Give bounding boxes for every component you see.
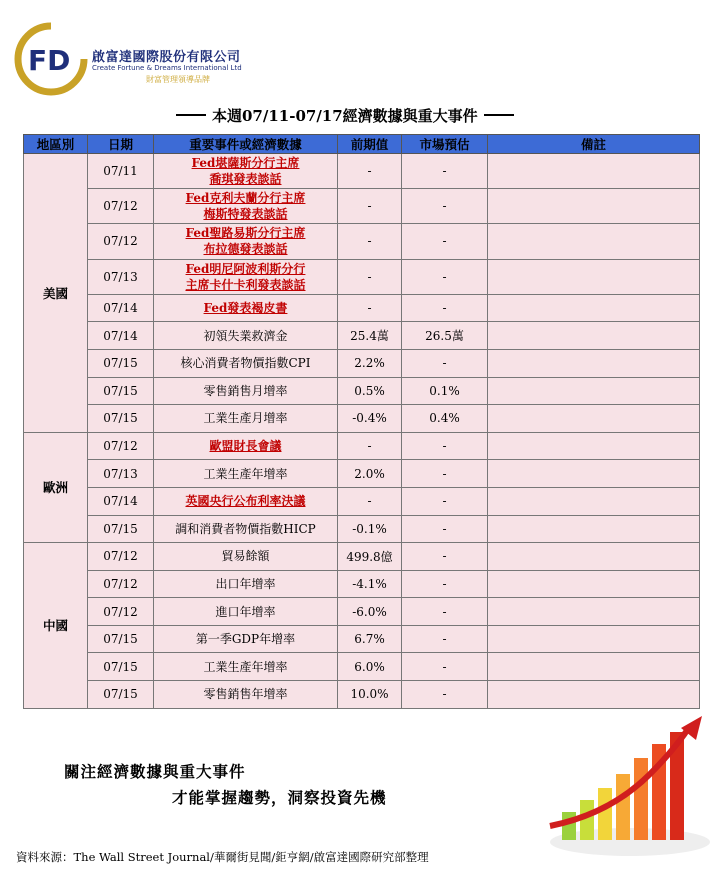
note-cell [488, 189, 700, 224]
prev-value-cell: - [338, 189, 402, 224]
event-text: 進口年增率 [215, 604, 276, 619]
prev-value-cell: -4.1% [338, 570, 402, 598]
company-tagline: 財富管理領導品牌 [146, 75, 210, 84]
event-text: 零售銷售年增率 [203, 687, 288, 702]
forecast-cell: - [402, 570, 488, 598]
note-cell [488, 224, 700, 259]
title-rule-right [484, 114, 514, 116]
forecast-cell: - [402, 224, 488, 259]
event-cell [154, 349, 338, 377]
col-header-date: 日期 [88, 135, 154, 154]
deco-bar-1 [562, 812, 576, 840]
table-row [24, 294, 700, 322]
table-header [24, 135, 700, 154]
forecast-cell: - [402, 460, 488, 488]
event-cell [154, 294, 338, 322]
forecast-cell: - [402, 681, 488, 709]
prev-value-cell: -0.1% [338, 515, 402, 543]
date-cell: 07/13 [88, 259, 154, 294]
forecast-cell: - [402, 653, 488, 681]
highlighted-event-text: 布拉德發表談話 [203, 242, 288, 257]
event-cell [154, 681, 338, 709]
event-cell [154, 224, 338, 259]
deco-bar-5 [634, 758, 648, 840]
prev-value-cell: 6.7% [338, 625, 402, 653]
date-cell: 07/14 [88, 487, 154, 515]
page-title-text: 本週07/11-07/17經濟數據與重大事件 [212, 106, 478, 125]
date-cell: 07/15 [88, 681, 154, 709]
prev-value-cell: 2.2% [338, 349, 402, 377]
company-name-cn: 啟富達國際股份有限公司 [92, 50, 241, 65]
date-cell: 07/12 [88, 224, 154, 259]
highlighted-event-text: 主席卡什卡利發表談話 [185, 277, 306, 292]
table-row [24, 598, 700, 626]
note-cell [488, 598, 700, 626]
prev-value-cell: - [338, 294, 402, 322]
prev-value-cell: 25.4萬 [338, 322, 402, 350]
note-cell [488, 294, 700, 322]
forecast-cell: - [402, 515, 488, 543]
date-cell: 07/15 [88, 377, 154, 405]
prev-value-cell: 0.5% [338, 377, 402, 405]
forecast-cell: - [402, 543, 488, 571]
event-cell [154, 570, 338, 598]
deco-bar-4 [616, 774, 630, 840]
forecast-cell: - [402, 259, 488, 294]
date-cell: 07/11 [88, 154, 154, 189]
table-row [24, 189, 700, 224]
event-cell [154, 460, 338, 488]
table-row [24, 224, 700, 259]
table-row [24, 259, 700, 294]
source-note: 資料來源：The Wall Street Journal/華爾街見聞/鉅亨網/啟富達國際研究部整理 [16, 850, 429, 864]
event-text: 第一季GDP年增率 [195, 632, 296, 647]
event-cell [154, 543, 338, 571]
rising-bars-graphic [540, 714, 714, 860]
highlighted-event-text: 喬琪發表談話 [209, 172, 282, 187]
forecast-cell: 26.5萬 [402, 322, 488, 350]
company-logo [14, 22, 254, 96]
event-cell [154, 515, 338, 543]
note-cell [488, 653, 700, 681]
highlighted-event-text: Fed堪薩斯分行主席 [191, 156, 300, 171]
date-cell: 07/13 [88, 460, 154, 488]
note-cell [488, 625, 700, 653]
date-cell: 07/15 [88, 405, 154, 433]
note-cell [488, 349, 700, 377]
table-row [24, 653, 700, 681]
date-cell: 07/15 [88, 515, 154, 543]
prev-value-cell: - [338, 154, 402, 189]
highlighted-event-text: 梅斯特發表談話 [203, 207, 288, 222]
table-row [24, 154, 700, 189]
col-header-prev: 前期值 [338, 135, 402, 154]
forecast-cell: 0.4% [402, 405, 488, 433]
table-row [24, 460, 700, 488]
note-cell [488, 322, 700, 350]
table-row [24, 322, 700, 350]
prev-value-cell: -6.0% [338, 598, 402, 626]
table-row [24, 405, 700, 433]
forecast-cell: - [402, 294, 488, 322]
note-cell [488, 570, 700, 598]
table-row [24, 570, 700, 598]
date-cell: 07/12 [88, 432, 154, 460]
date-cell: 07/12 [88, 570, 154, 598]
note-cell [488, 487, 700, 515]
deco-bar-3 [598, 788, 612, 840]
svg-text:FD: FD [28, 44, 71, 77]
forecast-cell: - [402, 432, 488, 460]
prev-value-cell: - [338, 432, 402, 460]
note-cell [488, 154, 700, 189]
table-row [24, 625, 700, 653]
note-cell [488, 259, 700, 294]
prev-value-cell: 2.0% [338, 460, 402, 488]
title-rule-left [176, 114, 206, 116]
event-cell [154, 189, 338, 224]
highlighted-event-text: 英國央行公布利率決議 [185, 494, 306, 509]
prev-value-cell: - [338, 224, 402, 259]
note-cell [488, 543, 700, 571]
event-text: 貿易餘額 [221, 549, 270, 564]
slogan-line-1: 關注經濟數據與重大事件 [64, 762, 246, 781]
table-row [24, 681, 700, 709]
forecast-cell: - [402, 598, 488, 626]
highlighted-event-text: 歐盟財長會議 [209, 439, 282, 454]
event-text: 調和消費者物價指數HICP [175, 521, 316, 536]
table-row [24, 543, 700, 571]
event-cell [154, 432, 338, 460]
note-cell [488, 405, 700, 433]
event-cell [154, 322, 338, 350]
company-name-en: Create Fortune & Dreams International Ltd [92, 64, 242, 72]
highlighted-event-text: Fed聖路易斯分行主席 [185, 226, 306, 241]
event-cell [154, 405, 338, 433]
date-cell: 07/15 [88, 625, 154, 653]
event-cell [154, 598, 338, 626]
region-cell: 美國 [24, 154, 88, 433]
events-table [23, 134, 700, 709]
note-cell [488, 460, 700, 488]
event-text: 工業生產月增率 [203, 411, 288, 426]
page-title [170, 106, 520, 124]
date-cell: 07/15 [88, 653, 154, 681]
forecast-cell: 0.1% [402, 377, 488, 405]
region-cell: 歐洲 [24, 432, 88, 542]
note-cell [488, 681, 700, 709]
fd-logo-icon [14, 22, 88, 96]
date-cell: 07/15 [88, 349, 154, 377]
forecast-cell: - [402, 487, 488, 515]
highlighted-event-text: Fed明尼阿波利斯分行 [185, 261, 306, 276]
event-cell [154, 653, 338, 681]
prev-value-cell: 6.0% [338, 653, 402, 681]
event-text: 工業生產年增率 [203, 659, 288, 674]
forecast-cell: - [402, 349, 488, 377]
region-cell: 中國 [24, 543, 88, 709]
prev-value-cell: 499.8億 [338, 543, 402, 571]
event-text: 工業生產年增率 [203, 466, 288, 481]
date-cell: 07/12 [88, 598, 154, 626]
prev-value-cell: - [338, 259, 402, 294]
header-row [24, 135, 700, 154]
event-cell [154, 259, 338, 294]
event-cell [154, 487, 338, 515]
forecast-cell: - [402, 154, 488, 189]
table-body [24, 154, 700, 709]
forecast-cell: - [402, 625, 488, 653]
date-cell: 07/12 [88, 543, 154, 571]
event-text: 零售銷售月增率 [203, 383, 288, 398]
prev-value-cell: 10.0% [338, 681, 402, 709]
prev-value-cell: - [338, 487, 402, 515]
col-header-event: 重要事件或經濟數據 [154, 135, 338, 154]
event-cell [154, 154, 338, 189]
col-header-note: 備註 [488, 135, 700, 154]
note-cell [488, 432, 700, 460]
event-text: 初領失業救濟金 [203, 328, 288, 343]
slogan-line-2: 才能掌握趨勢，洞察投資先機 [172, 788, 387, 807]
highlighted-event-text: Fed發表褐皮書 [203, 301, 288, 316]
event-cell [154, 625, 338, 653]
note-cell [488, 377, 700, 405]
event-text: 出口年增率 [215, 576, 276, 591]
date-cell: 07/14 [88, 322, 154, 350]
forecast-cell: - [402, 189, 488, 224]
table-row [24, 377, 700, 405]
date-cell: 07/12 [88, 189, 154, 224]
table-row [24, 515, 700, 543]
table-row [24, 349, 700, 377]
note-cell [488, 515, 700, 543]
col-header-region: 地區別 [24, 135, 88, 154]
highlighted-event-text: Fed克利夫蘭分行主席 [185, 191, 306, 206]
table-row [24, 487, 700, 515]
event-text: 核心消費者物價指數CPI [180, 356, 311, 371]
event-cell [154, 377, 338, 405]
prev-value-cell: -0.4% [338, 405, 402, 433]
date-cell: 07/14 [88, 294, 154, 322]
table-row [24, 432, 700, 460]
col-header-forecast: 市場預估 [402, 135, 488, 154]
